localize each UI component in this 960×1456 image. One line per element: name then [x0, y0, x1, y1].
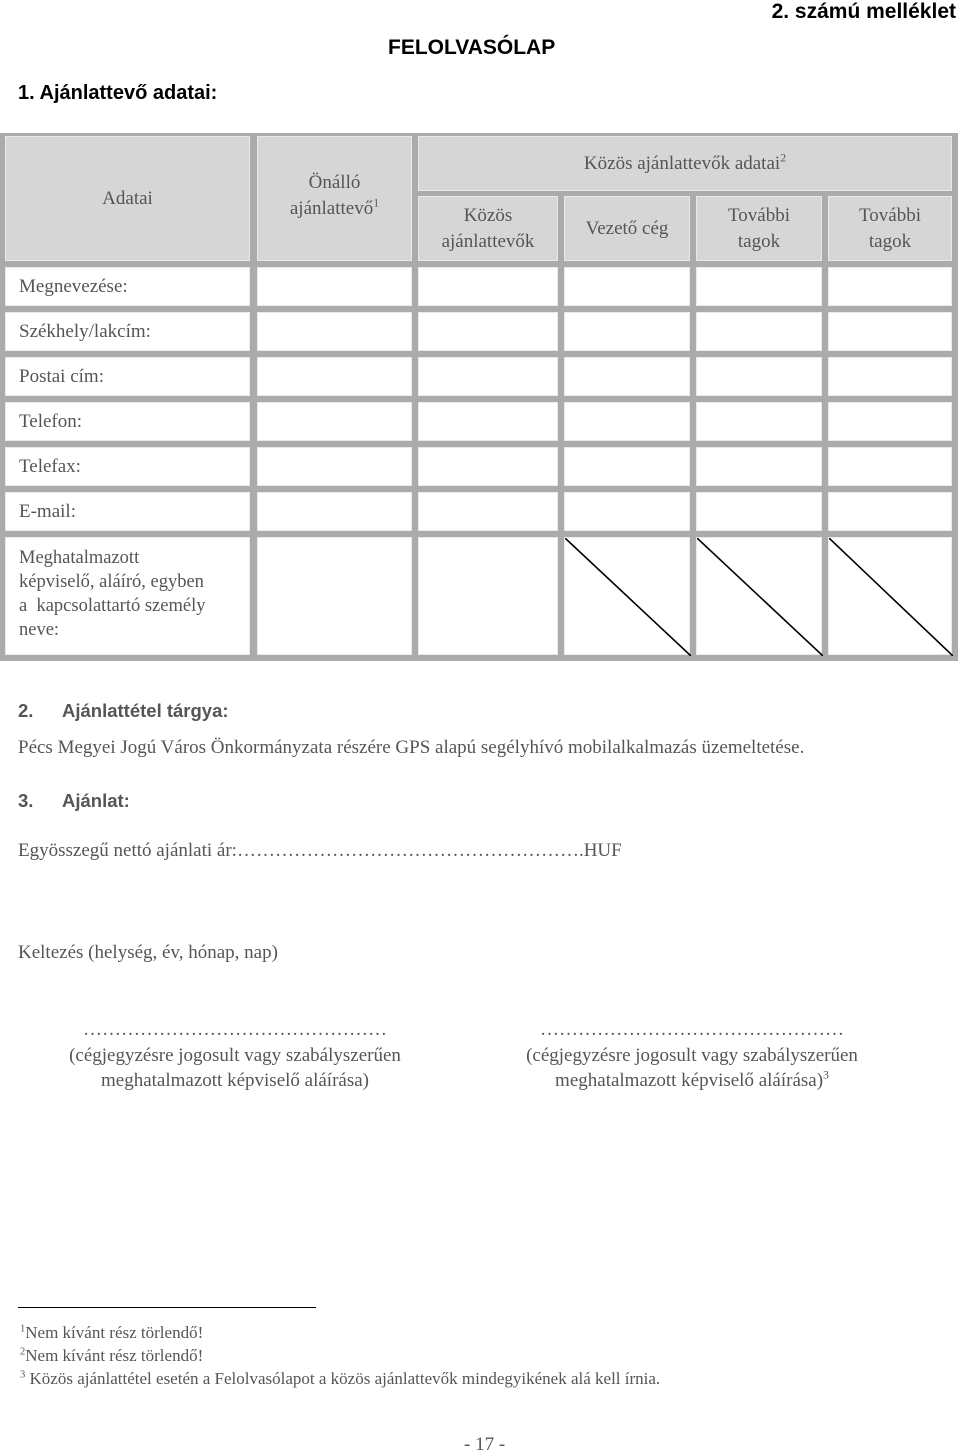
header-kozos-group-text: Közös ajánlattevők adatai: [583, 152, 781, 174]
bidder-data-table: [0, 133, 958, 661]
section-1-heading: 1. Ajánlattevő adatai:: [18, 82, 218, 104]
section-3-heading: Ajánlat:: [62, 790, 130, 811]
header-tovabbi-tagok-2: További tagok: [828, 196, 952, 261]
input-cell[interactable]: [257, 492, 412, 531]
input-cell[interactable]: [564, 357, 690, 396]
page-number: - 17 -: [464, 1434, 506, 1455]
signature-block-2: ………………………………………… (cégjegyzésre jogosult vagy szabályszerűen meghatalmazott képviselő aláírása)$^3$: [497, 1017, 887, 1094]
section-2-number: 2.: [18, 700, 34, 721]
footnote-separator: [18, 1307, 316, 1308]
input-cell[interactable]: [564, 492, 690, 531]
header-onallo: [257, 136, 412, 261]
input-cell[interactable]: [257, 402, 412, 441]
struck-cell: [564, 537, 690, 655]
date-line[interactable]: Keltezés (helység, év, hónap, nap): [18, 942, 278, 963]
page-title: FELOLVASÓLAP: [388, 36, 556, 59]
row-label-kepviselo: Meghatalmazott képviselő, aláíró, egyben a kapcsolattartó személy neve:: [5, 537, 250, 655]
input-cell[interactable]: [696, 357, 822, 396]
diagonal-strike-icon: [697, 538, 823, 656]
row-label-telefax: Telefax:: [5, 447, 250, 486]
input-cell[interactable]: [696, 312, 822, 351]
row-label-postai-cim: Postai cím:: [5, 357, 250, 396]
input-cell[interactable]: [257, 267, 412, 306]
input-cell[interactable]: [564, 267, 690, 306]
header-adatai-text: Adatai: [102, 187, 153, 209]
price-line[interactable]: Egyösszegű nettó ajánlati ár:……………………………………………….HUF: [18, 840, 622, 861]
input-cell[interactable]: [828, 312, 952, 351]
diagonal-strike-icon: [565, 538, 691, 656]
row-label-telefon: Telefon:: [5, 402, 250, 441]
signature-block-1: ………………………………………… (cégjegyzésre jogosult vagy szabályszerűen meghatalmazott képviselő aláírása): [40, 1017, 430, 1094]
row-label-szekhely: Székhely/lakcím:: [5, 312, 250, 351]
annex-label: 2. számú melléklet: [771, 0, 956, 23]
input-cell[interactable]: [257, 312, 412, 351]
header-kozos-group: Közös ajánlattevők adatai$^2$: [418, 136, 952, 191]
input-cell[interactable]: [828, 402, 952, 441]
input-cell[interactable]: [828, 267, 952, 306]
footnote-2: $^2$Nem kívánt rész törlendő!: [20, 1346, 204, 1365]
signature-dots[interactable]: …………………………………………: [540, 1019, 844, 1040]
header-kozos-ajanlattevok: Közös ajánlattevők: [418, 196, 558, 261]
header-tovabbi-tagok-1: További tagok: [696, 196, 822, 261]
footnote-3: $^3$ Közös ajánlattétel esetén a Felolvasólapot a közös ajánlattevők mindegyikének alá kell írnia.: [20, 1369, 661, 1388]
input-cell[interactable]: [564, 447, 690, 486]
header-onallo-line2: ajánlattevő$^1$: [289, 196, 380, 219]
input-cell[interactable]: [564, 402, 690, 441]
header-onallo-line1: Önálló: [308, 172, 361, 194]
footnote-1: $^1$Nem kívánt rész törlendő!: [20, 1323, 204, 1342]
section-2-text: Pécs Megyei Jogú Város Önkormányzata részére GPS alapú segélyhívó mobilalkalmazás üzemeltetése.: [18, 737, 805, 758]
input-cell[interactable]: [696, 447, 822, 486]
input-cell[interactable]: [257, 357, 412, 396]
input-cell[interactable]: [418, 357, 558, 396]
header-vezeto-ceg: Vezető cég: [564, 196, 690, 261]
input-cell[interactable]: [418, 492, 558, 531]
section-2-heading: Ajánlattétel tárgya:: [62, 700, 229, 721]
input-cell[interactable]: [696, 402, 822, 441]
input-cell[interactable]: [418, 267, 558, 306]
input-cell[interactable]: [257, 447, 412, 486]
header-adatai: [5, 136, 250, 261]
struck-cell: [828, 537, 952, 655]
struck-cell: [696, 537, 822, 655]
input-cell[interactable]: [828, 492, 952, 531]
input-cell[interactable]: [418, 537, 558, 655]
input-cell[interactable]: [828, 357, 952, 396]
input-cell[interactable]: [418, 402, 558, 441]
section-3-number: 3.: [18, 790, 34, 811]
input-cell[interactable]: [696, 492, 822, 531]
signature-dots[interactable]: …………………………………………: [83, 1019, 387, 1040]
input-cell[interactable]: [564, 312, 690, 351]
diagonal-strike-icon: [829, 538, 953, 656]
row-label-email: E-mail:: [5, 492, 250, 531]
input-cell[interactable]: [418, 447, 558, 486]
row-label-megnevezese: Megnevezése:: [5, 267, 250, 306]
input-cell[interactable]: [696, 267, 822, 306]
input-cell[interactable]: [828, 447, 952, 486]
input-cell[interactable]: [257, 537, 412, 655]
input-cell[interactable]: [418, 312, 558, 351]
